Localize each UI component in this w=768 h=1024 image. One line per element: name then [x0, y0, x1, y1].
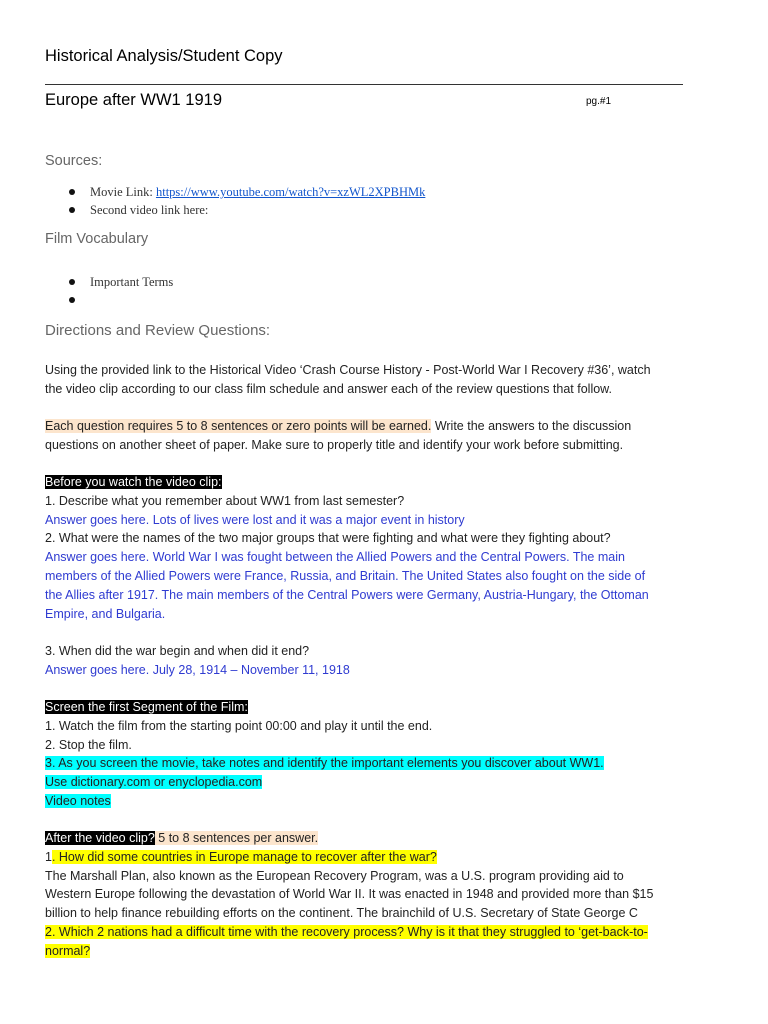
- requirement-text: Write the answers to the discussion: [431, 419, 632, 433]
- screen-section: [45, 698, 735, 811]
- screen-step-1: 1. Watch the film from the starting point 00:00 and play it until the end.: [45, 718, 433, 733]
- question-1: 1. Describe what you remember about WW1 from last semester?: [45, 493, 405, 508]
- movie-link-label: Movie Link:: [90, 185, 156, 199]
- movie-link[interactable]: https://www.youtube.com/watch?v=xzWL2XPBHMk: [155, 185, 426, 199]
- answer-3: Answer goes here. July 28, 1914 – November 11, 1918: [45, 662, 350, 677]
- after-section: [45, 829, 735, 961]
- title-underline: [45, 84, 683, 85]
- requirements-paragraph: [45, 417, 735, 455]
- screen-step-3-resources: Use dictionary.com or enyclopedia.com: [45, 775, 263, 790]
- bullet-icon: [69, 297, 75, 303]
- bullet-icon: [69, 207, 75, 213]
- list-item: [45, 201, 425, 219]
- answer-2-line: the Allies after 1917. The main members of the Central Powers were Germany, Austria-Hungary, the Ottoman: [45, 587, 649, 602]
- question-3: 3. When did the war begin and when did it end?: [45, 644, 310, 659]
- document-title: Historical Analysis/Student Copy: [45, 47, 283, 65]
- after-answer-1-line: Western Europe following the devastation of World War II. It was enacted in 1948 and provided more than $15: [45, 887, 654, 902]
- answer-2-line: Empire, and Bulgaria.: [45, 606, 166, 621]
- screen-step-2: 2. Stop the film.: [45, 737, 132, 752]
- list-item: [45, 291, 173, 309]
- question-2: 2. What were the names of the two major groups that were fighting and what were they fighting about?: [45, 531, 611, 546]
- directions-heading: Directions and Review Questions:: [45, 322, 271, 339]
- intro-line: the video clip according to our class film schedule and answer each of the review questions that follow.: [45, 381, 612, 396]
- after-question-2: 2. Which 2 nations had a difficult time with the recovery process? Why is it that they struggled to ‘get-back-to-: [45, 924, 648, 939]
- requirement-highlight: Each question requires 5 to 8 sentences or zero points will be earned.: [45, 419, 432, 433]
- after-heading: After the video clip?: [45, 831, 155, 845]
- list-item: [45, 273, 173, 291]
- sources-list: [45, 183, 425, 219]
- sources-heading: Sources:: [45, 153, 103, 169]
- after-heading-note: 5 to 8 sentences per answer.: [154, 831, 319, 845]
- after-question-2-cont: normal?: [45, 943, 91, 958]
- bullet-icon: [69, 279, 75, 285]
- after-answer-1-line: The Marshall Plan, also known as the European Recovery Program, was a U.S. program providing aid to: [45, 868, 624, 883]
- after-question-1-number: 1: [45, 849, 52, 864]
- answer-1: Answer goes here. Lots of lives were lost and it was a major event in history: [45, 512, 465, 527]
- before-section: [45, 473, 735, 680]
- intro-line: Using the provided link to the Historical Video ‘Crash Course History - Post-World War I Recovery #36’, watch: [45, 363, 651, 377]
- vocabulary-term: Important Terms: [90, 275, 174, 289]
- after-question-1: . How did some countries in Europe manage to recover after the war?: [51, 849, 437, 864]
- after-answer-1-line: billion to help finance rebuilding efforts on the continent. The brainchild of U.S. Secretary of State George C: [45, 906, 638, 921]
- before-heading: Before you watch the video clip:: [45, 475, 222, 489]
- directions-intro: [45, 361, 735, 399]
- video-notes-label: Video notes: [45, 793, 111, 808]
- vocabulary-heading: Film Vocabulary: [45, 231, 149, 247]
- screen-heading: Screen the first Segment of the Film:: [45, 700, 248, 714]
- bullet-icon: [69, 189, 75, 195]
- document-subtitle: Europe after WW1 1919: [45, 91, 223, 109]
- vocabulary-list: [45, 273, 173, 309]
- page-number: pg.#1: [586, 96, 612, 107]
- second-video-link-label: Second video link here:: [90, 203, 209, 217]
- screen-step-3: 3. As you screen the movie, take notes and identify the important elements you discover about WW1.: [45, 756, 604, 771]
- answer-2-line: members of the Allied Powers were France, Russia, and Britain. The United States also fought on the side of: [45, 568, 646, 583]
- requirement-line: questions on another sheet of paper. Make sure to properly title and identify your work before submitting.: [45, 437, 624, 452]
- answer-2-line: Answer goes here. World War I was fought between the Allied Powers and the Central Powers. The main: [45, 550, 625, 565]
- list-item: [45, 183, 425, 201]
